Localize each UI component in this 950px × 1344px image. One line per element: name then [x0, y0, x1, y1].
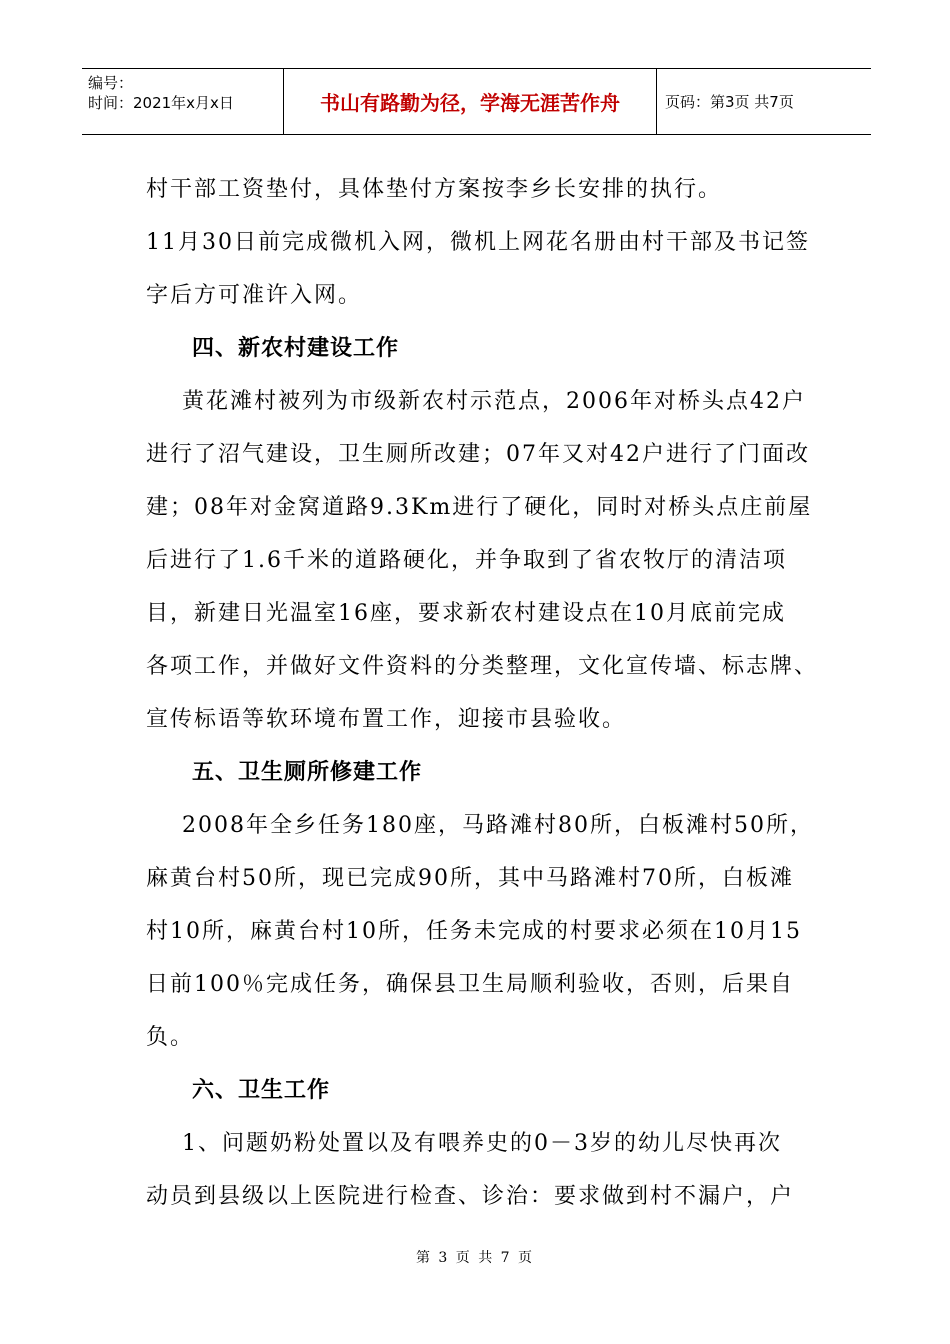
body-line: 目，新建日光温室16座，要求新农村建设点在10月底前完成: [146, 601, 786, 626]
section-heading: 五、卫生厕所修建工作: [192, 760, 423, 785]
body-line: 11月30日前完成微机入网，微机上网花名册由村干部及书记签: [146, 230, 810, 255]
body-line: 麻黄台村50所，现已完成90所，其中马路滩村70所，白板滩: [146, 866, 794, 891]
document-body: [146, 163, 819, 1223]
body-line: 进行了沼气建设，卫生厕所改建；07年又对42户进行了门面改: [146, 442, 810, 467]
body-line: 建；08年对金窝道路9.3Km进行了硬化，同时对桥头点庄前屋: [146, 495, 813, 520]
body-line: 字后方可准许入网。: [146, 283, 363, 308]
time-label: 时间：2021年x月x日: [88, 94, 234, 112]
header-meta-cell: [82, 69, 284, 134]
body-line: 各项工作，并做好文件资料的分类整理，文化宣传墙、标志牌、: [146, 654, 819, 679]
body-line: 动员到县级以上医院进行检查、诊治：要求做到村不漏户，户: [146, 1184, 795, 1209]
body-line: 1、问题奶粉处置以及有喂养史的0－3岁的幼儿尽快再次: [146, 1131, 782, 1156]
header-motto: 书山有路勤为径，学海无涯苦作舟: [284, 69, 657, 134]
body-line: 后进行了1.6千米的道路硬化，并争取到了省农牧厅的清洁项: [146, 548, 787, 573]
body-line: 村10所，麻黄台村10所，任务未完成的村要求必须在10月15: [146, 919, 802, 944]
section-heading: 四、新农村建设工作: [192, 336, 400, 361]
body-line: 日前100％完成任务，确保县卫生局顺利验收，否则，后果自: [146, 972, 794, 997]
serial-number-label: 编号：: [88, 74, 134, 92]
header-page-info: 页码：第3页 共7页: [665, 93, 794, 111]
body-line: 村干部工资垫付，具体垫付方案按李乡长安排的执行。: [146, 177, 723, 202]
body-line: 负。: [146, 1025, 195, 1050]
page-footer: 第 3 页 共 7 页: [415, 1250, 535, 1266]
body-line: 2008年全乡任务180座，马路滩村80所，白板滩村50所，: [146, 813, 814, 838]
page-header: [82, 68, 871, 135]
section-heading: 六、卫生工作: [192, 1078, 331, 1103]
body-line: 黄花滩村被列为市级新农村示范点，2006年对桥头点42户: [146, 389, 806, 414]
body-line: 宣传标语等软环境布置工作，迎接市县验收。: [146, 707, 627, 732]
